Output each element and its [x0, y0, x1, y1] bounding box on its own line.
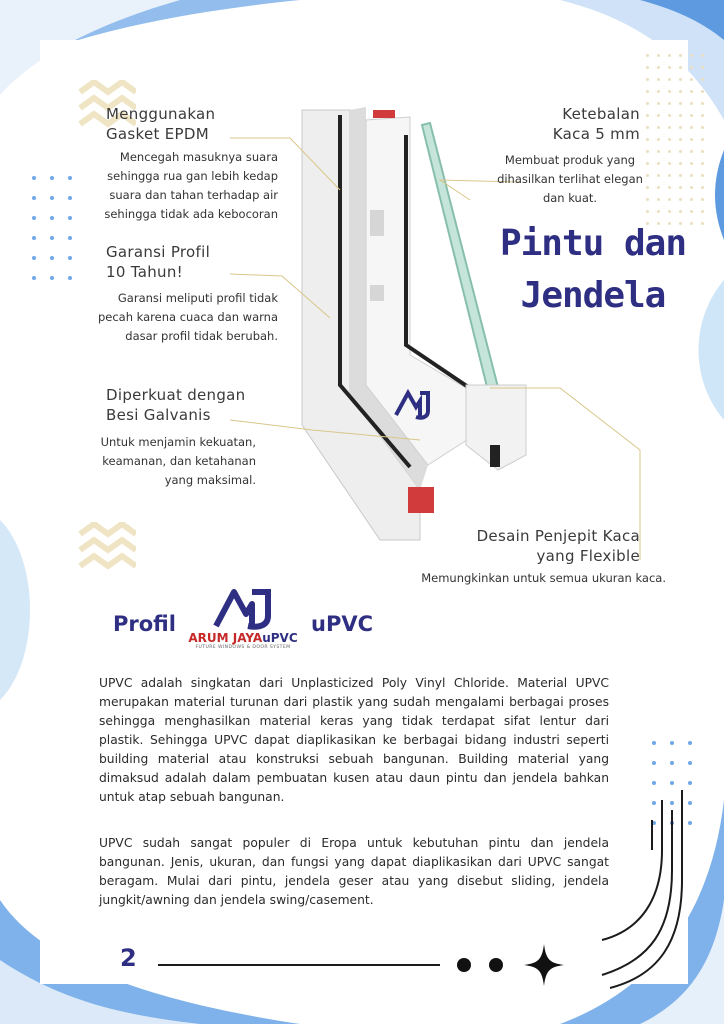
page-title-line2: Jendela [520, 275, 666, 316]
garansi-body-line3: dasar profil tidak berubah. [125, 329, 278, 343]
footer-line-decoration [158, 940, 578, 990]
gasket-body-line4: sehingga tidak ada kebocoran [104, 207, 278, 221]
garansi-title [106, 242, 210, 282]
garansi-title-line1: Garansi Profil [106, 243, 211, 261]
besi-title [106, 385, 246, 425]
penjepit-title-line1: Desain Penjepit Kaca [476, 527, 640, 545]
brand-logo [178, 586, 308, 658]
penjepit-title [440, 526, 640, 566]
kaca-title-line2: Kaca 5 mm [552, 125, 640, 143]
paragraph-2: UPVC sudah sangat populer di Eropa untuk kebutuhan pintu dan jendela bangunan. Jenis, ukuran, dan fungsi yang dapat diaplikasikan dari UPVC sangat beragam. Mulai dari pintu, jendela geser atau yang disebut sliding, jendela jungkit/awning dan jendela swing/casement. [99, 836, 609, 907]
gasket-body-line2: sehingga rua gan lebih kedap [107, 169, 278, 183]
penjepit-description [380, 569, 666, 588]
gasket-body-line3: suara dan tahan terhadap air [109, 188, 278, 202]
page-title-line1: Pintu dan [499, 223, 687, 264]
gasket-body-line1: Mencegah masuknya suara [119, 150, 278, 164]
profil-label: Profil [113, 612, 176, 636]
garansi-body-line2: pecah karena cuaca dan warna [97, 310, 278, 324]
logo-name: ARUM JAYA [188, 631, 263, 645]
logo-tagline: FUTURE WINDOWS & DOOR SYSTEM [195, 645, 291, 650]
page-number: 2 [120, 944, 137, 972]
kaca-body-line2: dihasilkan terlihat elegan [497, 172, 643, 186]
kaca-title-line1: Ketebalan [562, 105, 640, 123]
garansi-title-line2: 10 Tahun! [106, 263, 183, 281]
garansi-body-line1: Garansi meliputi profil tidak [117, 291, 278, 305]
aj-logo-icon [178, 586, 308, 630]
page-title [488, 218, 698, 322]
kaca-body-line1: Membuat produk yang [504, 153, 636, 167]
kaca-body-line3: dan kuat. [542, 191, 598, 205]
gasket-title-line1: Menggunakan [106, 105, 216, 123]
logo-suffix: uPVC [262, 631, 298, 645]
kaca-description [480, 151, 660, 208]
kaca-title [470, 104, 640, 144]
penjepit-body-line1: Memungkinkan untuk semua ukuran kaca. [421, 571, 666, 585]
besi-title-line1: Diperkuat dengan [106, 386, 246, 404]
besi-body-line1: Untuk menjamin kekuatan, [100, 435, 256, 449]
gasket-title [106, 104, 215, 144]
besi-body-line2: keamanan, dan ketahanan [102, 454, 256, 468]
decorative-curves [600, 790, 700, 990]
upvc-label: uPVC [311, 612, 374, 636]
garansi-description [62, 289, 278, 346]
besi-description [60, 433, 256, 490]
gasket-title-line2: Gasket EPDM [106, 125, 209, 143]
besi-title-line2: Besi Galvanis [106, 406, 211, 424]
paragraph-1: UPVC adalah singkatan dari Unplasticized Poly Vinyl Chloride. Material UPVC merupakan material turunan dari plastik yang sudah mengalami berbagai proses sehingga menghasilkan material keras yang tidak terdapat sifat lentur dari plastik. Sehingga UPVC dapat diaplikasikan ke berbagai bidang industri seperti building material atau konstruksi sebuah bangunan. Building material yang dimaksud adalah dalam pembuatan kusen atau daun pintu dan jendela bahkan untuk atap sebuah bangunan. [99, 676, 609, 804]
gasket-description [62, 148, 278, 224]
besi-body-line3: yang maksimal. [164, 473, 256, 487]
penjepit-title-line2: yang Flexible [536, 547, 640, 565]
